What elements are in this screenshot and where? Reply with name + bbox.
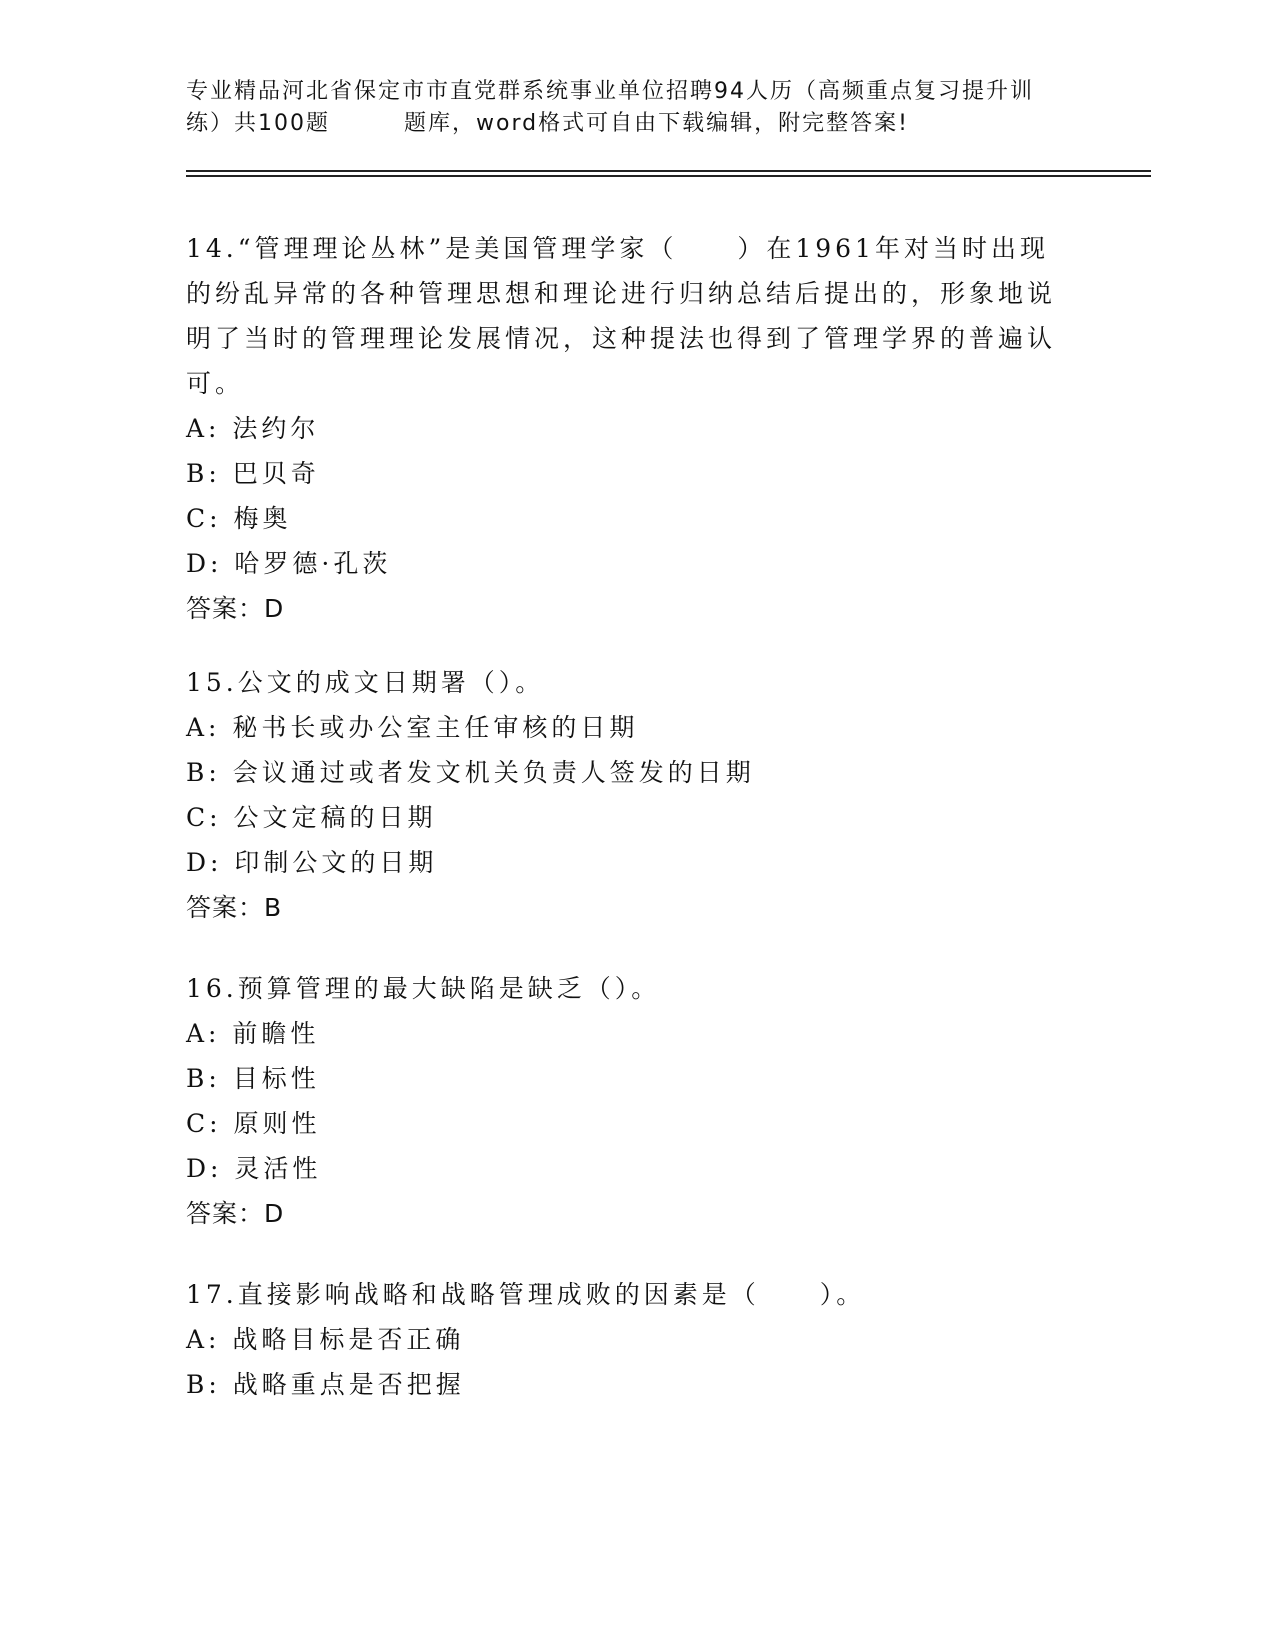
document-header — [186, 76, 1086, 140]
option-c: C: 原则性 — [186, 1109, 321, 1138]
question-text: 16.预算管理的最大缺陷是缺乏（）。 — [186, 974, 661, 1003]
option-a: A: 前瞻性 — [186, 1019, 320, 1048]
question-17 — [186, 1272, 1066, 1407]
header-rule-top — [186, 170, 1151, 172]
option-a: A: 秘书长或办公室主任审核的日期 — [186, 713, 639, 742]
header-line-2 — [186, 108, 1086, 140]
question-text — [186, 1272, 1066, 1317]
header-rule-bottom — [186, 175, 1151, 177]
option-d: D: 哈罗德·孔茨 — [186, 549, 392, 578]
answer: 答案：D — [186, 1199, 285, 1228]
option-b: B: 目标性 — [186, 1064, 320, 1093]
option-a: A: 法约尔 — [186, 414, 320, 443]
question-14 — [186, 226, 1066, 631]
question-stem-rest: ）在1961年对当时出现的纷乱异常的各种管理思想和理论进行归纳总结后提出的，形象地说明了当时的管理理论发展情况，这种提法也得到了管理学界的普遍认可。 — [186, 234, 1057, 398]
option-d: D: 印制公文的日期 — [186, 848, 438, 877]
question-15 — [186, 660, 1066, 930]
question-stem-start: 17.直接影响战略和战略管理成败的因素是（ — [186, 1280, 760, 1309]
question-text: 15.公文的成文日期署（）。 — [186, 668, 545, 697]
option-a: A: 战略目标是否正确 — [186, 1325, 465, 1354]
header-line-2-part-b: 题库，word格式可自由下载编辑，附完整答案! — [404, 111, 909, 136]
header-line-2-part-a: 练）共100题 — [186, 111, 330, 136]
option-b: B: 会议通过或者发文机关负责人签发的日期 — [186, 758, 755, 787]
question-text — [186, 226, 1066, 406]
answer: 答案：D — [186, 594, 285, 623]
option-c: C: 梅奥 — [186, 504, 292, 533]
option-b: B: 战略重点是否把握 — [186, 1370, 465, 1399]
question-stem-rest: ）。 — [819, 1280, 866, 1309]
option-c: C: 公文定稿的日期 — [186, 803, 437, 832]
option-d: D: 灵活性 — [186, 1154, 322, 1183]
header-line-1: 专业精品河北省保定市市直党群系统事业单位招聘94人历（高频重点复习提升训 — [186, 79, 1034, 104]
question-16 — [186, 966, 1066, 1236]
question-stem-start: 14.“管理理论丛林”是美国管理学家（ — [186, 234, 678, 263]
option-b: B: 巴贝奇 — [186, 459, 320, 488]
answer: 答案：B — [186, 893, 283, 922]
